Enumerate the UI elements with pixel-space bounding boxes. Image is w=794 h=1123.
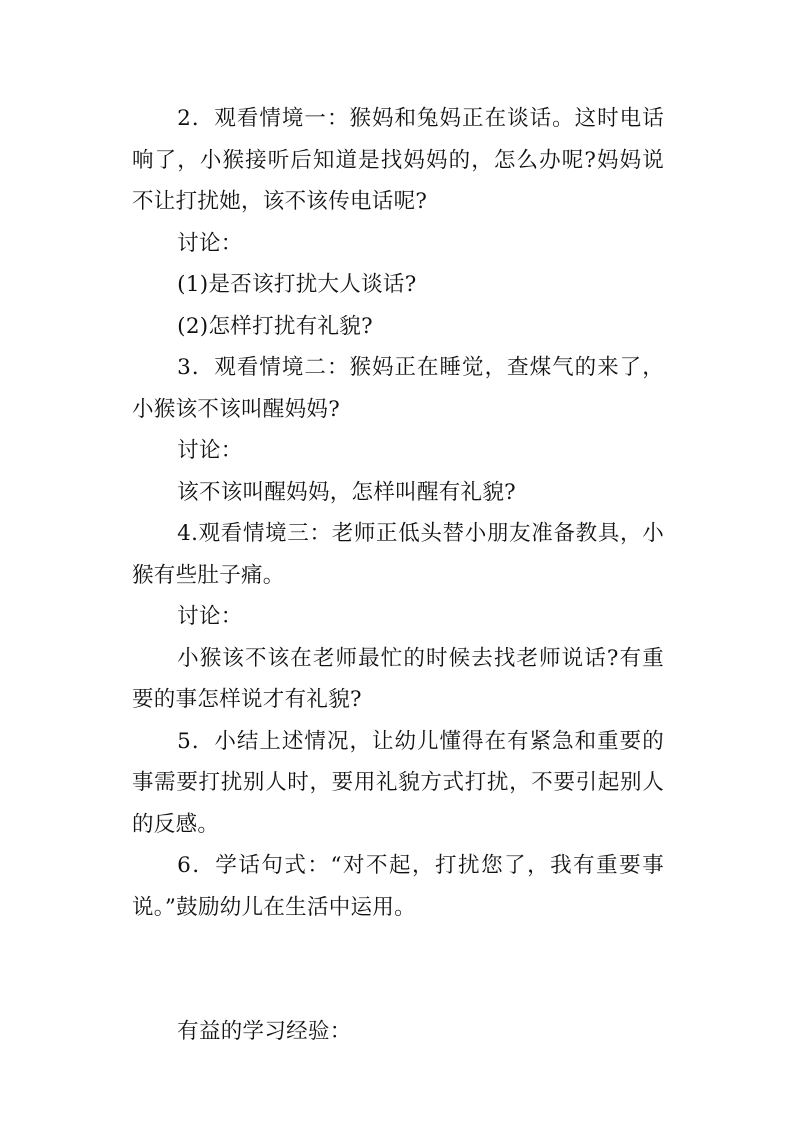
paragraph-discussion-question: 该不该叫醒妈妈，怎样叫醒有礼貌? xyxy=(177,479,516,505)
paragraph-discussion-label: 讨论： xyxy=(177,604,243,629)
document-body xyxy=(132,98,664,1053)
paragraph-step-2: 2．观看情境一：猴妈和兔妈正在谈话。这时电话响了，小猴接听后知道是找妈妈的，怎么办呢?妈妈说不让打扰她，该不该传电话呢? xyxy=(132,106,664,214)
paragraph-discussion-label: 讨论： xyxy=(177,230,243,256)
paragraph-question-1: (1)是否该打扰大人谈话? xyxy=(177,272,417,297)
blank-gap xyxy=(132,928,664,1011)
paragraph-step-3: 3．观看情境二：猴妈正在睡觉，查煤气的来了，小猴该不该叫醒妈妈? xyxy=(132,355,664,422)
paragraph-step-5: 5．小结上述情况，让幼儿懂得在有紧急和重要的事需要打扰别人时，要用礼貌方式打扰，不要引起别人的反感。 xyxy=(132,728,664,837)
paragraph-step-6: 6．学话句式：“对不起，打扰您了，我有重要事说。”鼓励幼儿在生活中运用。 xyxy=(132,853,664,920)
paragraph-step-4: 4.观看情境三：老师正低头替小朋友准备教具，小猴有些肚子痛。 xyxy=(132,521,664,588)
section-heading: 有益的学习经验： xyxy=(177,1019,352,1044)
paragraph-question-2: (2)怎样打扰有礼貌? xyxy=(177,313,373,339)
paragraph-discussion-label: 讨论： xyxy=(177,438,243,463)
paragraph-discussion-question: 小猴该不该在老师最忙的时候去找老师说话?有重要的事怎样说才有礼貌? xyxy=(132,645,664,712)
